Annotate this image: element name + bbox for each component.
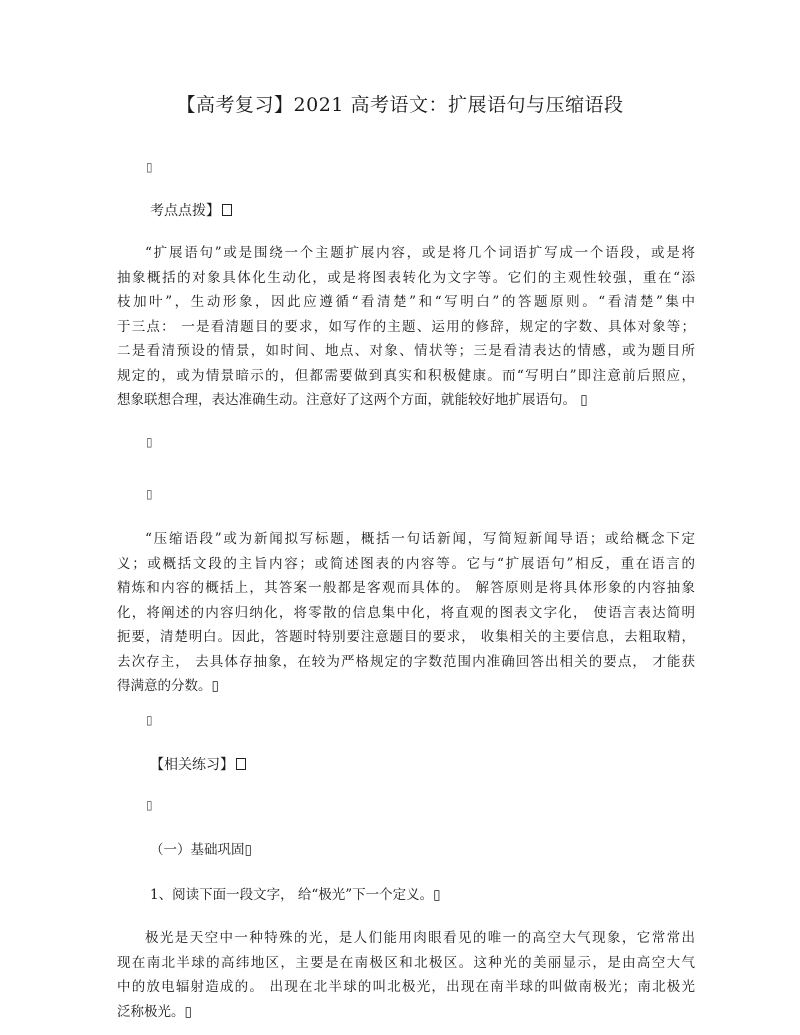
checkbox-glyph-icon xyxy=(222,204,232,216)
subsection-heading-basics: （一）基础巩固▯ xyxy=(150,842,252,858)
paragraph-line: 去次存主， 去具体存抽象，在较为严格规定的字数范围内准确回答出相关的要点， 才能获 xyxy=(117,653,695,670)
paragraph-line: 现在南北半球的高纬地区，主要是在南极区和北极区。这种光的美丽显示，是由高空大气 xyxy=(117,954,695,971)
paragraph-marker: ▯ xyxy=(146,798,153,812)
paragraph-line: 枝加叶”，生动形象，因此应遵循“看清楚”和“写明白”的答题原则。“看清楚”集中 xyxy=(117,294,695,310)
checkbox-glyph-icon xyxy=(236,758,246,770)
paragraph-aurora xyxy=(117,926,695,1024)
document-title: 【高考复习】2021 高考语文：扩展语句与压缩语段 xyxy=(176,94,624,116)
section-heading-text: 考点点拨】 xyxy=(150,203,220,219)
paragraph-line: 得满意的分数。▯ xyxy=(117,678,219,694)
paragraph-line: 抽象概括的对象具体化生动化，或是将图表转化为文字等。它们的主观性较强，重在“添 xyxy=(117,269,695,286)
paragraph-line: 中的放电辐射造成的。 出现在北半球的叫北极光，出现在南半球的叫做南极光；南北极光 xyxy=(117,979,695,995)
section-heading-practice xyxy=(150,754,246,774)
paragraph-line: “压缩语段”或为新闻拟写标题，概括一句话新闻，写简短新闻导语；或给概念下定 xyxy=(145,531,695,547)
paragraph-expand-sentences xyxy=(117,241,695,413)
paragraph-marker: ▯ xyxy=(146,435,153,449)
paragraph-line: 泛称极光。▯ xyxy=(117,1003,192,1020)
paragraph-line: 二是看清预设的情景，如时间、地点、对象、情状等；三是看清表达的情感，或为题目所 xyxy=(117,343,695,359)
paragraph-marker: ▯ xyxy=(146,487,153,501)
paragraph-line: “扩展语句”或是围绕一个主题扩展内容，或是将几个词语扩写成一个语段，或是将 xyxy=(145,245,695,261)
paragraph-line: 于三点： 一是看清题目的要求，如写作的主题、运用的修辞，规定的字数、具体对象等； xyxy=(117,318,695,335)
paragraph-line: 义；或概括文段的主旨内容；或简述图表的内容等。它与“扩展语句”相反，重在语言的 xyxy=(117,555,695,572)
paragraph-line: 极光是天空中一种特殊的光，是人们能用肉眼看见的唯一的高空大气现象，它常常出 xyxy=(145,930,695,946)
question-1: 1、阅读下面一段文字， 给“极光”下一个定义。▯ xyxy=(150,887,441,903)
paragraph-line: 精炼和内容的概括上，其答案一般都是客观而具体的。 解答原则是将具体形象的内容抽象 xyxy=(117,580,695,596)
paragraph-marker: ▯ xyxy=(146,713,153,727)
paragraph-compress-passage xyxy=(117,527,695,699)
paragraph-line: 想象联想合理，表达准确生动。注意好了这两个方面，就能较好地扩展语句。 ▯ xyxy=(117,392,588,408)
paragraph-line: 化，将阐述的内容归纳化，将零散的信息集中化，将直观的图表文字化， 使语言表达简明 xyxy=(117,604,695,621)
paragraph-marker: ▯ xyxy=(146,160,153,174)
paragraph-line: 扼要，清楚明白。因此，答题时特别要注意题目的要求， 收集相关的主要信息，去粗取精， xyxy=(117,629,695,645)
section-heading-key-points xyxy=(150,200,232,220)
paragraph-line: 规定的，或为情景暗示的，但都需要做到真实和积极健康。而“写明白”即注意前后照应， xyxy=(117,367,695,384)
section-heading-text: 【相关练习】 xyxy=(150,757,234,773)
